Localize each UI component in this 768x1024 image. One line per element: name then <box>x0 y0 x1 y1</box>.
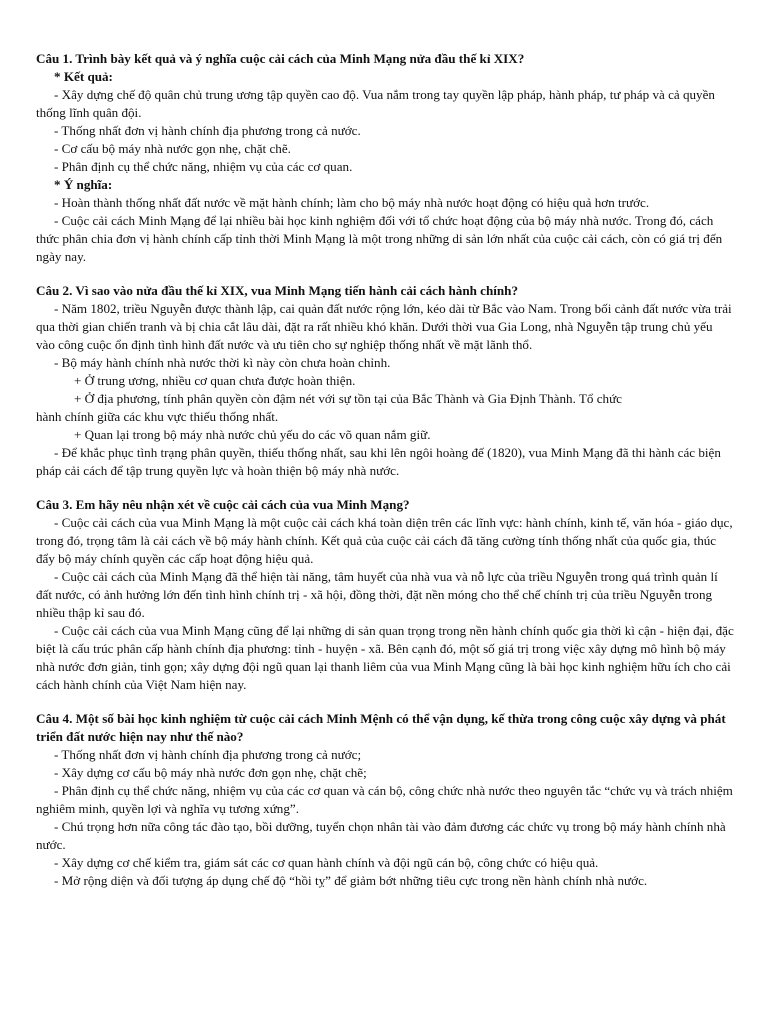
significance-subheading: * Ý nghĩa: <box>54 177 113 192</box>
paragraph: - Thống nhất đơn vị hành chính địa phương trong cả nước. <box>54 123 361 138</box>
question-4-heading: Câu 4. Một số bài học kinh nghiệm từ cuộc cải cách Minh Mệnh có thể vận dụng, kế thừa trong công cuộc xây dựng và phát triển đất nước hiện nay như thế nào? <box>36 711 726 744</box>
question-1-heading: Câu 1. Trình bày kết quả và ý nghĩa cuộc cải cách của Minh Mạng nửa đầu thế kỉ XIX? <box>36 51 525 66</box>
paragraph: - Xây dựng cơ chế kiểm tra, giám sát các cơ quan hành chính và đội ngũ cán bộ, công chức có hiệu quả. <box>54 855 599 870</box>
paragraph: - Cơ cấu bộ máy nhà nước gọn nhẹ, chặt chẽ. <box>54 141 291 156</box>
paragraph: - Xây dựng cơ cấu bộ máy nhà nước đơn gọn nhẹ, chặt chẽ; <box>54 765 367 780</box>
paragraph: - Xây dựng chế độ quân chủ trung ương tập quyền cao độ. Vua nắm trong tay quyền lập pháp, hành pháp, tư pháp và cả quyền thống lĩnh quân đội. <box>36 87 715 120</box>
paragraph: - Cuộc cải cách của vua Minh Mạng là một cuộc cải cách khá toàn diện trên các lĩnh vực: hành chính, kinh tế, văn hóa - giáo dục, trong đó, trọng tâm là cải cách về bộ máy hành chính. Kết quả của cuộc cải cách đã tăng cường tính thống nhất của quốc gia, thúc đẩy bộ máy chính quyền các cấp hoạt động hiệu quả. <box>36 515 733 566</box>
question-3-heading: Câu 3. Em hãy nêu nhận xét về cuộc cải cách của vua Minh Mạng? <box>36 497 410 512</box>
paragraph: - Năm 1802, triều Nguyễn được thành lập, cai quản đất nước rộng lớn, kéo dài từ Bắc vào Nam. Trong bối cảnh đất nước vừa trải qua thời gian chiến tranh và bị chia cắt lâu dài, đặt ra rất nhiều khó khăn. Dưới thời vua Gia Long, nhà Nguyễn tập trung chủ yếu vào công cuộc ổn định tình hình đất nước và ưu tiên cho sự nghiệp thống nhất về mặt lãnh thổ. <box>36 301 732 352</box>
question-3-section <box>36 496 734 694</box>
paragraph: - Bộ máy hành chính nhà nước thời kì này còn chưa hoàn chỉnh. <box>54 355 391 370</box>
results-subheading: * Kết quả: <box>54 69 113 84</box>
question-2-section <box>36 282 734 480</box>
paragraph: - Thống nhất đơn vị hành chính địa phương trong cả nước; <box>54 747 362 762</box>
paragraph-continuation: hành chính giữa các khu vực thiếu thống nhất. <box>36 409 279 424</box>
paragraph: - Phân định cụ thể chức năng, nhiệm vụ của các cơ quan và cán bộ, công chức nhà nước theo nguyên tắc “chức vụ và trách nhiệm nghiêm minh, quyền lợi và nghĩa vụ tương xứng”. <box>36 783 733 816</box>
paragraph: - Phân định cụ thể chức năng, nhiệm vụ của các cơ quan. <box>54 159 353 174</box>
sub-bullet: + Ở địa phương, tính phân quyền còn đậm nét với sự tồn tại của Bắc Thành và Gia Định Thành. Tổ chức <box>74 391 622 406</box>
sub-bullet: + Quan lại trong bộ máy nhà nước chủ yếu do các võ quan nắm giữ. <box>74 427 431 442</box>
sub-bullet: + Ở trung ương, nhiều cơ quan chưa được hoàn thiện. <box>74 373 356 388</box>
question-1-section <box>36 50 734 266</box>
paragraph: - Hoàn thành thống nhất đất nước về mặt hành chính; làm cho bộ máy nhà nước hoạt động có hiệu quả hơn trước. <box>54 195 650 210</box>
paragraph: - Mở rộng diện và đối tượng áp dụng chế độ “hồi tỵ” để giảm bớt những tiêu cực trong nền hành chính nhà nước. <box>54 873 648 888</box>
paragraph: - Cuộc cải cách của Minh Mạng đã thể hiện tài năng, tâm huyết của nhà vua và nỗ lực của triều Nguyễn trong quá trình quản lí đất nước, có ảnh hưởng lớn đến tình hình chính trị - xã hội, đồng thời, đặt nền móng cho thể chế chính trị của triều Nguyễn trong nhiều thập kỉ sau đó. <box>36 569 718 620</box>
paragraph: - Chú trọng hơn nữa công tác đào tạo, bồi dưỡng, tuyển chọn nhân tài vào đảm đương các chức vụ trong bộ máy hành chính nhà nước. <box>36 819 726 852</box>
question-2-heading: Câu 2. Vì sao vào nửa đầu thế kỉ XIX, vua Minh Mạng tiến hành cải cách hành chính? <box>36 283 519 298</box>
paragraph: - Cuộc cải cách của vua Minh Mạng cũng để lại những di sản quan trọng trong nền hành chính quốc gia thời kì cận - hiện đại, đặc biệt là cấu trúc phân cấp hành chính địa phương: tỉnh - huyện - xã. Bên cạnh đó, một số giá trị trong việc xây dựng mô hình bộ máy nhà nước đơn giản, tinh gọn; xây dựng đội ngũ quan lại thanh liêm của vua Minh Mạng cũng là bài học kinh nghiệm hữu ích cho cải cách hành chính của Việt Nam hiện nay. <box>36 623 734 692</box>
paragraph: - Để khắc phục tình trạng phân quyền, thiếu thống nhất, sau khi lên ngôi hoàng đế (1820), vua Minh Mạng đã thi hành các biện pháp cải cách để tập trung quyền lực và hoàn thiện bộ máy nhà nước. <box>36 445 721 478</box>
paragraph: - Cuộc cải cách Minh Mạng để lại nhiều bài học kinh nghiệm đối với tổ chức hoạt động của bộ máy nhà nước. Trong đó, cách thức phân chia đơn vị hành chính cấp tỉnh thời Minh Mạng là một trong những di sản lớn nhất của cuộc cải cách, còn có giá trị đến ngày nay. <box>36 213 723 264</box>
question-4-section <box>36 710 734 890</box>
